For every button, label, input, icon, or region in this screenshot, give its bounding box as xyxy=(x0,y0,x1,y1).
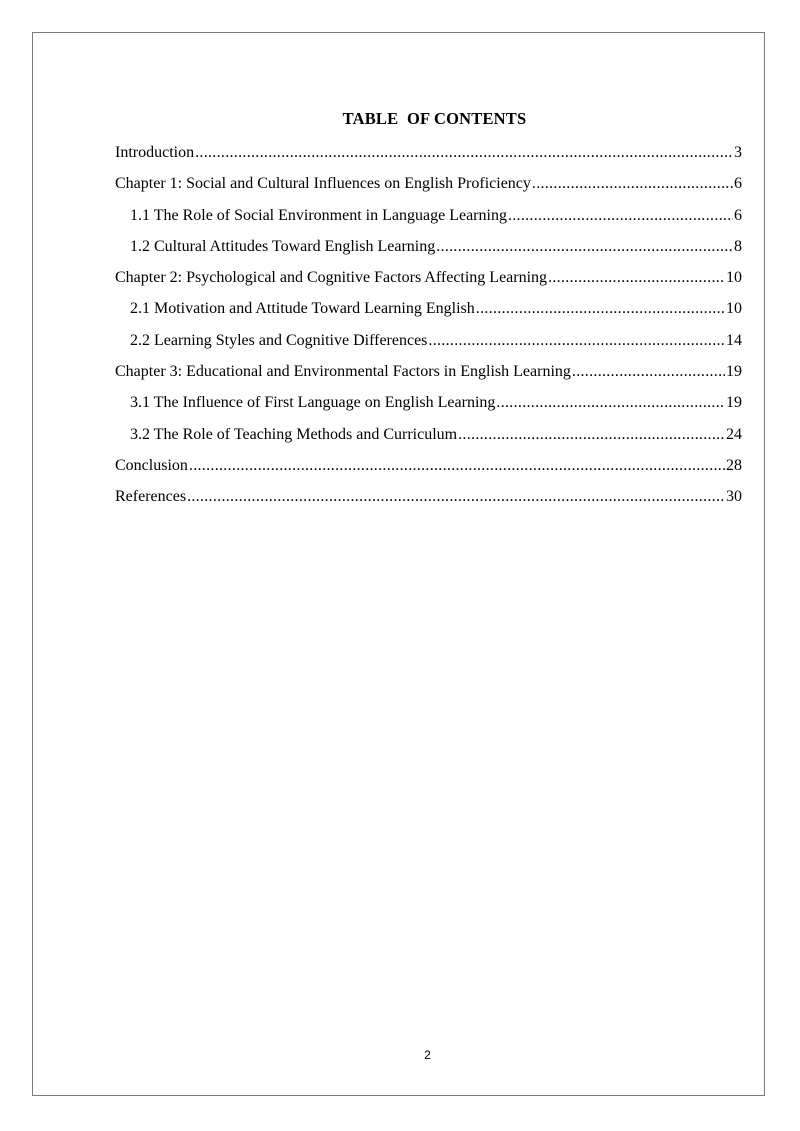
toc-entry-label: Conclusion xyxy=(115,456,188,474)
toc-entry-page: 6 xyxy=(734,175,742,193)
dot-leader xyxy=(436,234,733,259)
toc-entry-label: Chapter 3: Educational and Environmental Factors in English Learning xyxy=(115,363,571,381)
toc-entry-page: 30 xyxy=(726,488,742,506)
toc-entry-section-2-1[interactable] xyxy=(115,296,742,327)
dot-leader xyxy=(476,296,725,321)
toc-entry-page: 24 xyxy=(726,425,742,443)
page-number: 2 xyxy=(424,1048,431,1062)
dot-leader xyxy=(187,484,725,509)
toc-entry-conclusion[interactable] xyxy=(115,453,742,484)
toc-entry-page: 28 xyxy=(726,456,742,474)
toc-entry-label: Chapter 2: Psychological and Cognitive Factors Affecting Learning xyxy=(115,269,548,287)
toc-entry-page: 10 xyxy=(726,269,742,287)
toc-entry-chapter-3[interactable] xyxy=(115,359,742,390)
dot-leader xyxy=(572,359,725,384)
dot-leader xyxy=(428,328,725,353)
toc-entry-page: 19 xyxy=(726,363,742,381)
toc-entry-label: Introduction xyxy=(115,144,195,161)
toc-entry-page: 8 xyxy=(734,237,742,255)
toc-entry-chapter-1[interactable] xyxy=(115,171,742,202)
toc-entry-page: 6 xyxy=(734,206,742,224)
toc-entry-page: 19 xyxy=(726,394,742,412)
toc-entry-label: References xyxy=(115,488,187,506)
toc-entry-section-2-2[interactable] xyxy=(115,328,742,359)
toc-entry-page: 10 xyxy=(726,300,742,318)
toc-entry-page: 3 xyxy=(734,144,742,161)
toc-entry-section-1-1[interactable] xyxy=(115,203,742,234)
toc-entry-label: 3.1 The Influence of First Language on English Learning xyxy=(130,394,496,412)
toc-list xyxy=(115,140,742,516)
dot-leader xyxy=(458,422,725,447)
toc-entry-section-1-2[interactable] xyxy=(115,234,742,265)
toc-entry-page: 14 xyxy=(726,331,742,349)
toc-entry-label: 3.2 The Role of Teaching Methods and Curriculum xyxy=(130,425,458,443)
toc-entry-label: 2.2 Learning Styles and Cognitive Differences xyxy=(130,331,428,349)
dot-leader xyxy=(496,390,725,415)
toc-entry-section-3-2[interactable] xyxy=(115,422,742,453)
dot-leader xyxy=(508,203,733,228)
toc-entry-references[interactable] xyxy=(115,484,742,515)
toc-entry-label: 1.1 The Role of Social Environment in Language Learning xyxy=(130,206,507,224)
dot-leader xyxy=(189,453,725,478)
toc-heading: TABLE OF CONTENTS xyxy=(342,109,527,128)
dot-leader xyxy=(532,171,733,196)
toc-entry-label: 2.1 Motivation and Attitude Toward Learning English xyxy=(130,300,475,318)
toc-entry-section-3-1[interactable] xyxy=(115,390,742,421)
toc-entry-chapter-2[interactable] xyxy=(115,265,742,296)
toc-entry-introduction[interactable] xyxy=(115,140,742,171)
toc-entry-label: 1.2 Cultural Attitudes Toward English Learning xyxy=(130,237,436,255)
toc-entry-label: Chapter 1: Social and Cultural Influences on English Proficiency xyxy=(115,175,531,193)
dot-leader xyxy=(548,265,725,290)
dot-leader xyxy=(195,140,733,165)
